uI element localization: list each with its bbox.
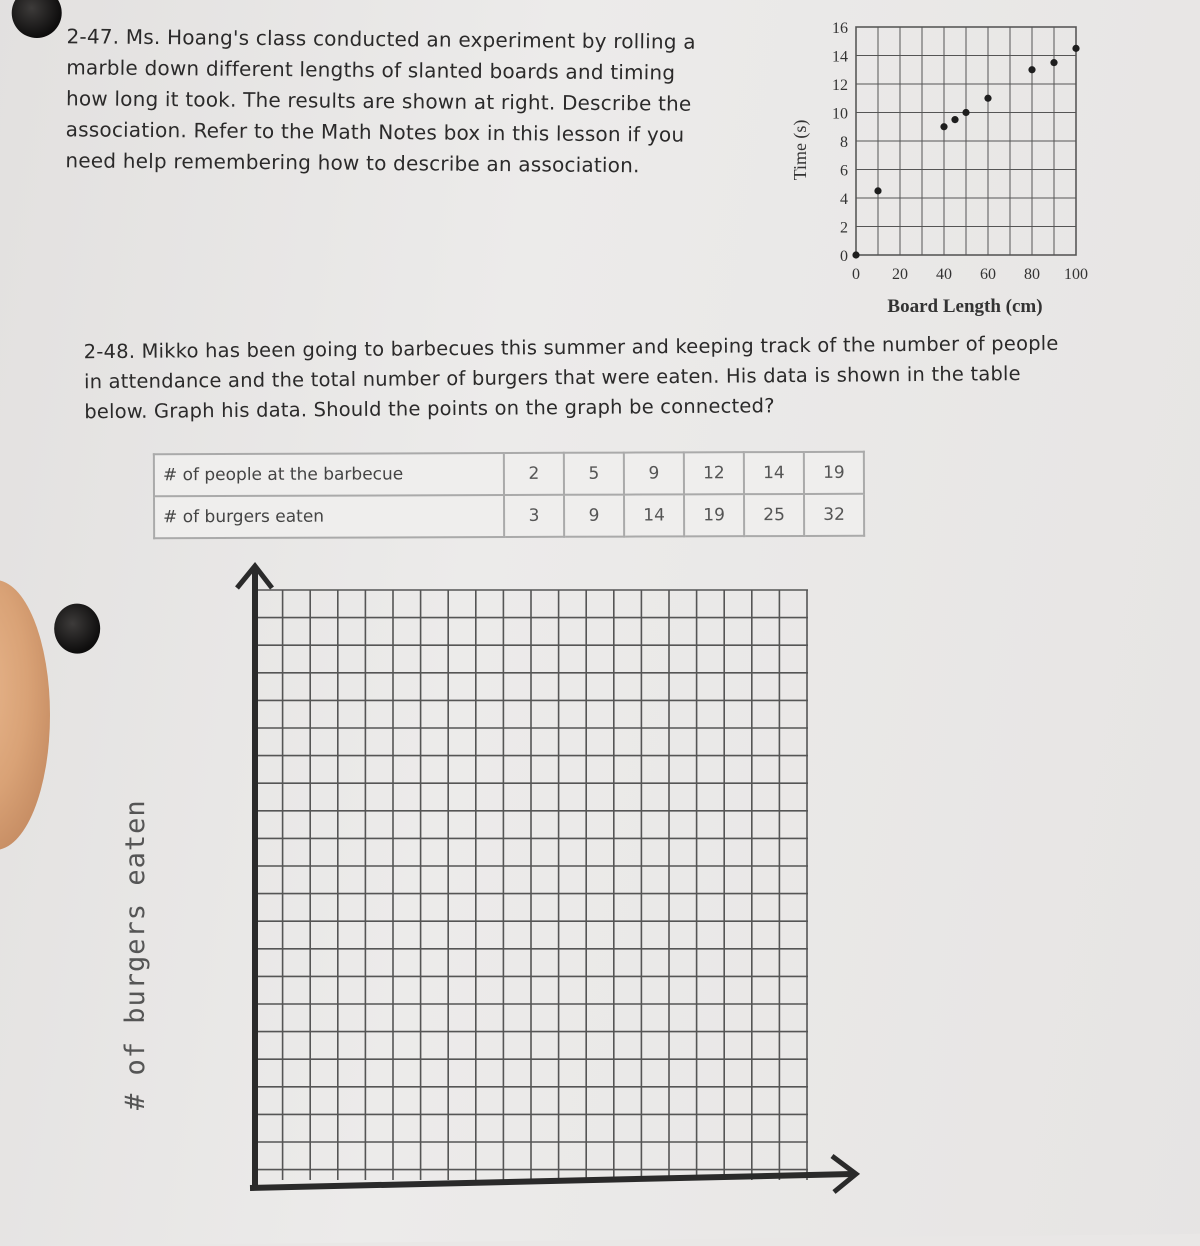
row-label: # of burgers eaten bbox=[154, 495, 504, 538]
table-row bbox=[154, 452, 864, 496]
y-tick-label: 2 bbox=[840, 219, 848, 237]
y-tick-label: 4 bbox=[840, 191, 848, 208]
problem-line: need help remembering how to describe an association. bbox=[65, 148, 640, 178]
x-axis bbox=[250, 1174, 852, 1188]
data-point bbox=[1050, 59, 1057, 66]
data-point bbox=[1072, 45, 1079, 52]
x-axis-label: Board Length (cm) bbox=[887, 296, 1043, 317]
table-cell: 9 bbox=[564, 495, 624, 537]
x-tick-label: 100 bbox=[1064, 266, 1088, 283]
x-tick-label: 20 bbox=[892, 266, 908, 283]
data-point bbox=[940, 123, 947, 130]
problem-2-47-text bbox=[65, 21, 696, 181]
scatter-plot bbox=[780, 10, 1110, 330]
table-cell: 14 bbox=[624, 494, 684, 536]
problem-line: 2-48. Mikko has been going to barbecues this summer and keeping track of the number of people bbox=[83, 331, 1059, 364]
x-tick-label: 0 bbox=[852, 266, 860, 283]
table-cell: 12 bbox=[684, 452, 744, 494]
table-cell: 19 bbox=[684, 494, 744, 536]
y-tick-label: 16 bbox=[832, 20, 848, 37]
y-tick-label: 8 bbox=[840, 134, 848, 151]
table-cell: 19 bbox=[804, 452, 864, 494]
data-point bbox=[874, 187, 881, 194]
blank-graph-grid[interactable] bbox=[0, 540, 1200, 1200]
problem-line: in attendance and the total number of burgers that were eaten. His data is shown in the table bbox=[83, 362, 1021, 394]
y-tick-label: 14 bbox=[832, 48, 848, 66]
data-point bbox=[962, 109, 969, 116]
binder-hole-top bbox=[11, 0, 62, 38]
x-tick-label: 80 bbox=[1024, 266, 1040, 283]
y-tick-label: 0 bbox=[840, 248, 848, 265]
problem-2-48-text bbox=[84, 329, 1060, 428]
data-point bbox=[1028, 66, 1035, 73]
table-row bbox=[154, 494, 864, 538]
y-axis-label: Time (s) bbox=[790, 119, 810, 181]
problem-line: 2-47. Ms. Hoang's class conducted an experiment by rolling a bbox=[66, 24, 696, 54]
table-cell: 25 bbox=[744, 494, 804, 536]
problem-line: association. Refer to the Math Notes box in this lesson if you bbox=[65, 117, 685, 147]
problem-line: how long it took. The results are shown at right. Describe the bbox=[65, 86, 692, 116]
table-cell: 5 bbox=[564, 453, 624, 495]
table-cell: 3 bbox=[504, 495, 564, 537]
barbecue-data-table bbox=[153, 451, 865, 539]
y-tick-label: 12 bbox=[832, 77, 848, 94]
handwritten-y-axis-label: # of burgers eaten bbox=[120, 799, 151, 1110]
x-tick-label: 40 bbox=[936, 266, 952, 283]
y-tick-label: 10 bbox=[832, 105, 848, 123]
y-tick-label: 6 bbox=[840, 162, 848, 180]
problem-line: below. Graph his data. Should the points on the graph be connected? bbox=[84, 394, 775, 424]
row-label: # of people at the barbecue bbox=[154, 453, 504, 496]
data-point bbox=[984, 95, 991, 102]
table-cell: 32 bbox=[804, 494, 864, 536]
data-point bbox=[951, 116, 958, 123]
table-cell: 14 bbox=[744, 452, 804, 494]
table-cell: 2 bbox=[504, 453, 564, 495]
x-tick-label: 60 bbox=[980, 266, 996, 283]
problem-line: marble down different lengths of slanted boards and timing bbox=[66, 55, 676, 85]
table-cell: 9 bbox=[624, 452, 684, 494]
data-point bbox=[852, 251, 859, 258]
